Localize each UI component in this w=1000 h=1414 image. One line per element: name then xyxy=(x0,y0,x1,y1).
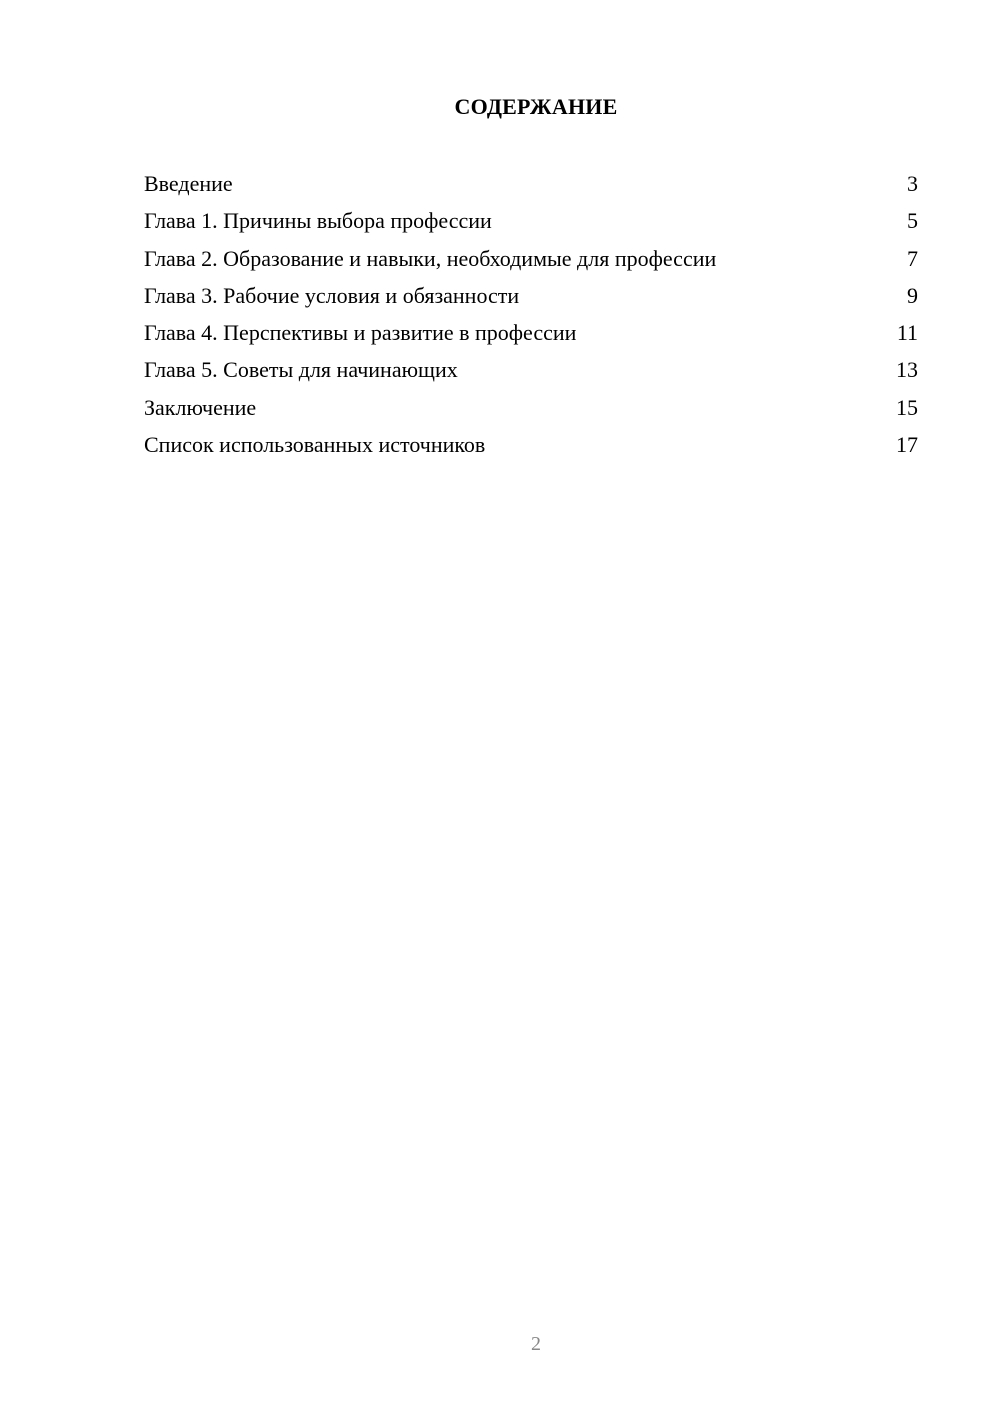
toc-entry-label: Список использованных источников xyxy=(144,432,486,458)
toc-entry-page: 9 xyxy=(907,282,918,308)
toc-entry-page: 7 xyxy=(907,245,918,271)
toc-entry-page: 17 xyxy=(896,432,918,458)
table-of-contents xyxy=(144,168,918,466)
toc-entry-label: Введение xyxy=(144,171,233,196)
toc-entry-page: 13 xyxy=(896,357,918,383)
toc-entry-page: 3 xyxy=(907,171,918,196)
toc-entry-label: Глава 3. Рабочие условия и обязанности xyxy=(144,282,520,308)
toc-entry xyxy=(144,354,918,391)
toc-entry xyxy=(144,429,918,466)
toc-entry-label: Глава 5. Советы для начинающих xyxy=(144,357,458,383)
toc-entry-label: Заключение xyxy=(144,394,257,420)
toc-entry xyxy=(144,280,918,317)
toc-entry-page: 15 xyxy=(896,394,918,420)
toc-entry xyxy=(144,205,918,242)
toc-entry-label: Глава 2. Образование и навыки, необходимые для профессии xyxy=(144,245,717,271)
toc-entry xyxy=(144,392,918,429)
toc-entry xyxy=(144,168,918,205)
page-number: 2 xyxy=(531,1333,541,1355)
toc-entry xyxy=(144,243,918,280)
toc-entry-page: 11 xyxy=(896,320,918,346)
page-title: СОДЕРЖАНИЕ xyxy=(454,94,618,119)
toc-entry-page: 5 xyxy=(907,208,918,234)
toc-entry-label: Глава 4. Перспективы и развитие в профессии xyxy=(144,320,577,346)
toc-entry-label: Глава 1. Причины выбора профессии xyxy=(144,208,492,234)
toc-entry xyxy=(144,317,918,354)
